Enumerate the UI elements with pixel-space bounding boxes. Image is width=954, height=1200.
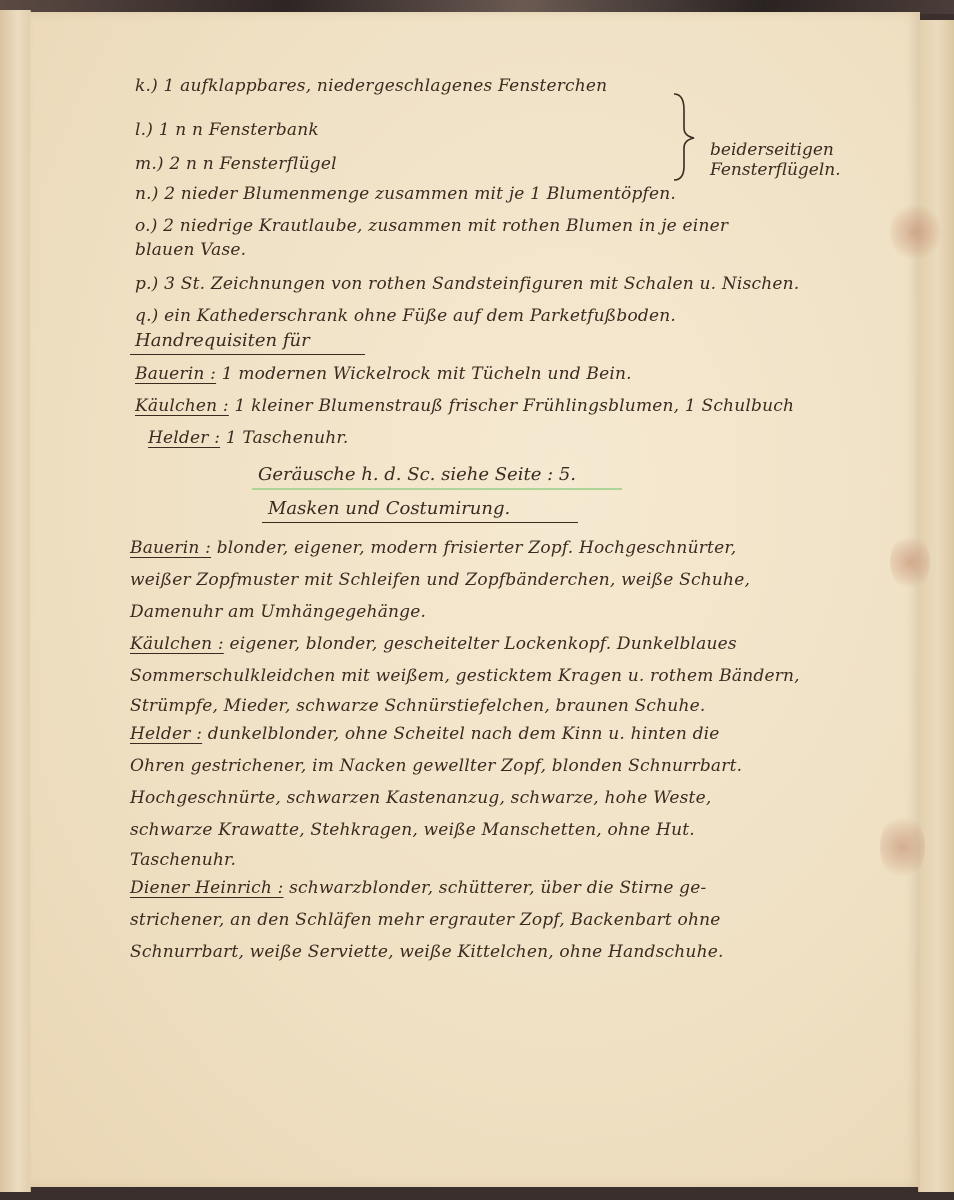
water-stain (880, 812, 925, 882)
role-label: Käulchen : (130, 634, 224, 654)
item-line: q.) ein Kathederschrank ohne Füße auf dem Parketfußboden. (135, 306, 676, 326)
costume-line: strichener, an den Schläfen mehr ergrauter Zopf, Backenbart ohne (130, 910, 721, 930)
item-line: p.) 3 St. Zeichnungen von rothen Sandsteinfiguren mit Schalen u. Nischen. (135, 274, 800, 294)
item-line: o.) 2 niedrige Krautlaube, zusammen mit rothen Blumen in je einer (135, 216, 729, 236)
costume-line: weißer Zopfmuster mit Schleifen und Zopfbänderchen, weiße Schuhe, (130, 570, 751, 590)
next-page-edge (918, 20, 954, 1192)
manuscript-page (30, 12, 920, 1187)
costume-line: Helder : dunkelblonder, ohne Scheitel nach dem Kinn u. hinten die (130, 724, 720, 744)
green-underline (252, 488, 622, 490)
role-label: Helder : (148, 428, 221, 448)
water-stain (890, 532, 930, 592)
costume-line: Bauerin : blonder, eigener, modern frisierter Zopf. Hochgeschnürter, (130, 538, 737, 558)
item-line: l.) 1 n n Fensterbank (135, 120, 319, 140)
item-line: blauen Vase. (135, 240, 247, 260)
costume-line: Hochgeschnürte, schwarzen Kastenanzug, schwarze, hohe Weste, (130, 788, 712, 808)
brace-note: beiderseitigen Fensterflügeln. (710, 140, 841, 180)
costume-line: Damenuhr am Umhängegehänge. (130, 602, 427, 622)
costume-line: Ohren gestrichener, im Nacken gewellter Zopf, blonden Schnurrbart. (130, 756, 743, 776)
costume-line: Strümpfe, Mieder, schwarze Schnürstiefelchen, braunen Schuhe. (130, 696, 706, 716)
requisite-line: Käulchen : 1 kleiner Blumenstrauß frischer Frühlingsblumen, 1 Schulbuch (135, 396, 795, 416)
costume-line: Diener Heinrich : schwarzblonder, schütterer, über die Stirne ge- (130, 878, 707, 898)
costume-line: schwarze Krawatte, Stehkragen, weiße Manschetten, ohne Hut. (130, 820, 695, 840)
item-line: n.) 2 nieder Blumenmenge zusammen mit je 1 Blumentöpfen. (135, 184, 677, 204)
masken-heading: Masken und Costumirung. (268, 498, 511, 519)
water-stain (890, 202, 940, 262)
role-label: Diener Heinrich : (130, 878, 284, 898)
role-label: Käulchen : (135, 396, 229, 416)
costume-line: Schnurrbart, weiße Serviette, weiße Kittelchen, ohne Handschuhe. (130, 942, 724, 962)
costume-line: Taschenuhr. (130, 850, 237, 870)
previous-page-edge (0, 10, 31, 1192)
role-label: Helder : (130, 724, 203, 744)
curly-brace (670, 92, 700, 182)
heading-underline (262, 522, 578, 523)
role-label: Bauerin : (135, 364, 217, 384)
item-line: k.) 1 aufklappbares, niedergeschlagenes Fensterchen (135, 76, 608, 96)
costume-line: Sommerschulkleidchen mit weißem, gesticktem Kragen u. rothem Bändern, (130, 666, 800, 686)
costume-line: Käulchen : eigener, blonder, gescheitelter Lockenkopf. Dunkelblaues (130, 634, 737, 654)
heading-underline (130, 354, 365, 355)
geraeusche-note: Geräusche h. d. Sc. siehe Seite : 5. (258, 464, 577, 485)
item-line: m.) 2 n n Fensterflügel (135, 154, 337, 174)
requisite-line: Bauerin : 1 modernen Wickelrock mit Tücheln und Bein. (135, 364, 632, 384)
role-label: Bauerin : (130, 538, 212, 558)
requisite-line: Helder : 1 Taschenuhr. (148, 428, 349, 448)
handrequisiten-heading: Handrequisiten für (135, 330, 310, 351)
